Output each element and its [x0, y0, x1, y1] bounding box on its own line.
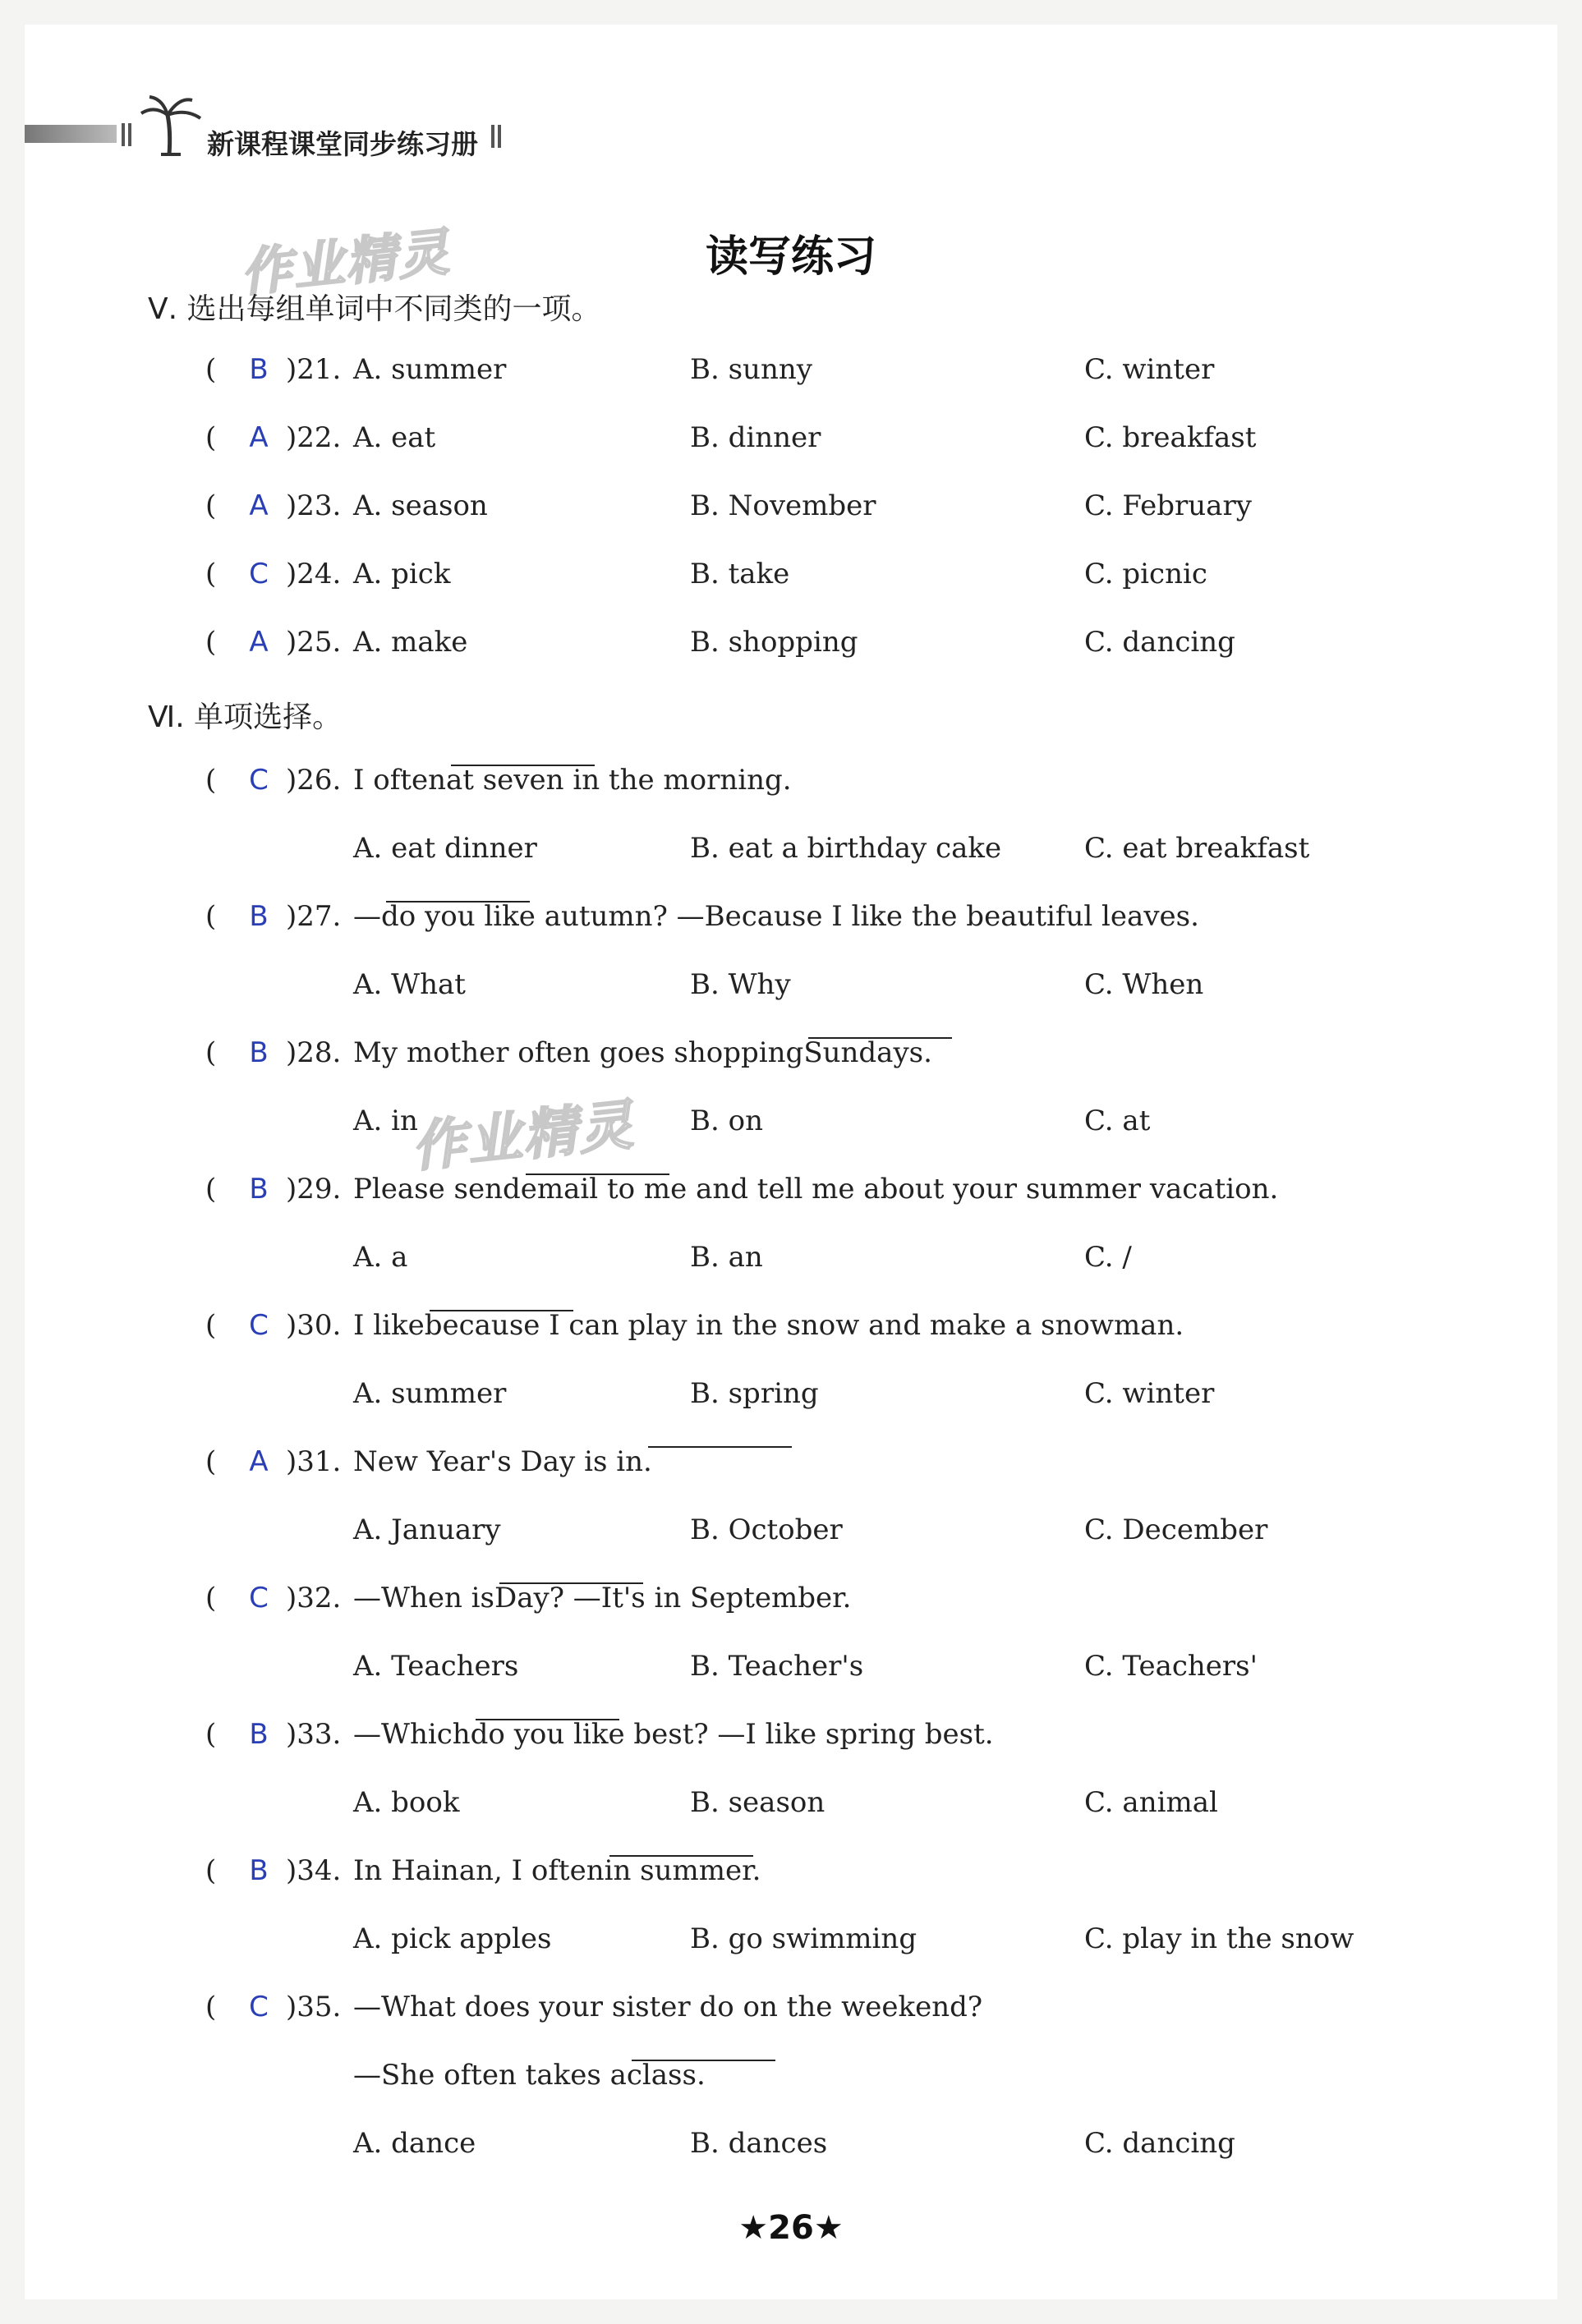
option-c[interactable]: C. at [1084, 1105, 1151, 1137]
answer-blank[interactable] [430, 1309, 573, 1311]
question-stem: —She often takes a [353, 2059, 627, 2092]
open-paren: ( [205, 489, 217, 522]
question-number: )33. [286, 1718, 342, 1751]
answer-mark[interactable]: A [249, 421, 269, 454]
worksheet-page [25, 25, 1557, 2299]
question-stem: Please send [353, 1173, 521, 1206]
answer-mark[interactable]: C [249, 1991, 269, 2023]
question-row [25, 764, 1557, 813]
option-a[interactable]: A. season [353, 489, 488, 522]
question-tail: . [642, 1445, 652, 1478]
answer-mark[interactable]: C [249, 558, 269, 590]
question-number: )21. [286, 353, 342, 386]
open-paren: ( [205, 421, 217, 454]
question-row [25, 1036, 1557, 1086]
answer-mark[interactable]: B [249, 353, 269, 386]
question-number: )22. [286, 421, 342, 454]
option-c[interactable]: C. dancing [1084, 626, 1235, 659]
option-b[interactable]: B. Teacher's [690, 1650, 864, 1683]
option-a[interactable]: A. dance [353, 2127, 476, 2160]
question-row [25, 1582, 1557, 1631]
question-text [353, 1173, 1278, 1206]
option-b[interactable]: B. shopping [690, 626, 858, 659]
answer-mark[interactable]: B [249, 1173, 269, 1206]
option-a[interactable]: A. What [353, 968, 466, 1001]
palm-tree-icon [138, 90, 204, 156]
option-a[interactable]: A. pick [353, 558, 451, 590]
option-a[interactable]: A. summer [353, 353, 507, 386]
option-c[interactable]: C. breakfast [1084, 421, 1257, 454]
options-row [25, 832, 1557, 881]
watermark: 作业精灵 [408, 1092, 637, 1179]
option-c[interactable]: C. winter [1084, 1377, 1215, 1410]
question-stem: My mother often goes shopping [353, 1036, 804, 1069]
question-tail: in summer. [604, 1854, 761, 1887]
question-row [25, 353, 1557, 402]
book-title: 新课程课堂同步练习册 [207, 128, 478, 160]
open-paren: ( [205, 1036, 217, 1069]
header-divider-right [491, 125, 508, 148]
answer-mark[interactable]: C [249, 1309, 269, 1342]
option-a[interactable]: A. summer [353, 1377, 507, 1410]
answer-mark[interactable]: A [249, 1445, 269, 1478]
page-header [25, 90, 600, 160]
option-b[interactable]: B. Why [690, 968, 791, 1001]
question-text [353, 1445, 652, 1478]
answer-blank[interactable] [808, 1036, 952, 1039]
page-title: 读写练习 [705, 232, 876, 282]
question-text [353, 1036, 932, 1069]
question-text [353, 764, 792, 797]
open-paren: ( [205, 353, 217, 386]
question-stem: — [353, 900, 381, 933]
answer-blank[interactable] [526, 1173, 669, 1175]
open-paren: ( [205, 900, 217, 933]
question-number: )26. [286, 764, 342, 797]
question-tail: at seven in the morning. [445, 764, 792, 797]
answer-mark[interactable]: B [249, 1854, 269, 1887]
options-row [25, 1105, 1557, 1154]
open-paren: ( [205, 764, 217, 797]
question-tail: class. [626, 2059, 706, 2092]
answer-blank[interactable] [648, 1445, 792, 1448]
question-tail: do you like best? —I like spring best. [470, 1718, 994, 1751]
question-number: )32. [286, 1582, 342, 1614]
answer-blank[interactable] [632, 2059, 775, 2061]
question-text [353, 1309, 1184, 1342]
option-a[interactable]: A. eat [353, 421, 436, 454]
question-row [25, 421, 1557, 471]
section-heading: Ⅴ. 选出每组单词中不同类的一项。 [148, 292, 601, 326]
question-stem: I often [353, 764, 446, 797]
question-row [25, 1309, 1557, 1358]
question-row [25, 1173, 1557, 1222]
answer-mark[interactable]: B [249, 1036, 269, 1069]
question-text [353, 1991, 982, 2023]
option-c[interactable]: C. / [1084, 1241, 1132, 1274]
options-row [25, 968, 1557, 1017]
question-row [25, 900, 1557, 949]
page-number: ★26★ [738, 2209, 844, 2247]
question-tail: because I can play in the snow and make a snowman. [424, 1309, 1184, 1342]
question-stem: —When is [353, 1582, 494, 1614]
question-tail: email to me and tell me about your summer vacation. [520, 1173, 1279, 1206]
option-b[interactable]: B. dinner [690, 421, 821, 454]
option-c[interactable]: C. winter [1084, 353, 1215, 386]
answer-mark[interactable]: B [249, 900, 269, 933]
option-b[interactable]: B. eat a birthday cake [690, 832, 1002, 865]
question-number: )31. [286, 1445, 342, 1478]
question-number: )29. [286, 1173, 342, 1206]
option-b[interactable]: B. an [690, 1241, 763, 1274]
option-c[interactable]: C. When [1084, 968, 1204, 1001]
watermark: 作业精灵 [237, 221, 453, 304]
answer-blank[interactable] [499, 1582, 643, 1584]
question-stem: I like [353, 1309, 425, 1342]
option-a[interactable]: A. eat dinner [353, 832, 537, 865]
option-a[interactable]: A. make [353, 626, 468, 659]
option-a[interactable]: A. Teachers [353, 1650, 519, 1683]
question-row [25, 626, 1557, 675]
question-text [353, 1718, 994, 1751]
question-row-continued [25, 2059, 1557, 2108]
option-b[interactable]: B. go swimming [690, 1922, 917, 1955]
question-row [25, 1854, 1557, 1904]
question-row [25, 1991, 1557, 2040]
option-a[interactable]: A. a [353, 1241, 408, 1274]
question-tail: Sundays. [803, 1036, 932, 1069]
answer-mark[interactable]: A [249, 626, 269, 659]
question-number: )23. [286, 489, 342, 522]
options-row [25, 1786, 1557, 1835]
open-paren: ( [205, 1173, 217, 1206]
question-row [25, 558, 1557, 607]
option-c[interactable]: C. eat breakfast [1084, 832, 1310, 865]
option-a[interactable]: A. January [353, 1513, 501, 1546]
question-number: )35. [286, 1991, 342, 2023]
header-divider-left [122, 123, 138, 146]
answer-mark[interactable]: C [249, 764, 269, 797]
option-a[interactable]: A. in [353, 1105, 418, 1137]
option-b[interactable]: B. November [690, 489, 876, 522]
answer-blank[interactable] [451, 764, 595, 766]
option-b[interactable]: B. season [690, 1786, 825, 1819]
option-c[interactable]: C. play in the snow [1084, 1922, 1354, 1955]
option-b[interactable]: B. spring [690, 1377, 819, 1410]
option-b[interactable]: B. on [690, 1105, 763, 1137]
answer-blank[interactable] [386, 900, 530, 903]
open-paren: ( [205, 558, 217, 590]
option-c[interactable]: C. dancing [1084, 2127, 1235, 2160]
question-number: )34. [286, 1854, 342, 1887]
question-text [353, 1854, 761, 1887]
question-number: )27. [286, 900, 342, 933]
option-a[interactable]: A. pick apples [353, 1922, 552, 1955]
open-paren: ( [205, 1718, 217, 1751]
answer-mark[interactable]: A [249, 489, 269, 522]
header-gradient-bar [25, 125, 117, 143]
options-row [25, 1513, 1557, 1563]
option-c[interactable]: C. picnic [1084, 558, 1207, 590]
answer-mark[interactable]: B [249, 1718, 269, 1751]
options-row [25, 2127, 1557, 2176]
options-row [25, 1241, 1557, 1290]
option-c[interactable]: C. February [1084, 489, 1252, 522]
question-tail: do you like autumn? —Because I like the beautiful leaves. [381, 900, 1199, 933]
open-paren: ( [205, 1991, 217, 2023]
question-stem: New Year's Day is in [353, 1445, 643, 1478]
option-a[interactable]: A. book [353, 1786, 460, 1819]
open-paren: ( [205, 1582, 217, 1614]
option-c[interactable]: C. December [1084, 1513, 1268, 1546]
open-paren: ( [205, 1445, 217, 1478]
question-text [353, 1582, 851, 1614]
question-number: )24. [286, 558, 342, 590]
question-text [353, 2059, 706, 2092]
options-row [25, 1650, 1557, 1699]
option-c[interactable]: C. Teachers' [1084, 1650, 1258, 1683]
answer-mark[interactable]: C [249, 1582, 269, 1614]
options-row [25, 1377, 1557, 1426]
question-tail: Day? —It's in September. [494, 1582, 852, 1614]
option-c[interactable]: C. animal [1084, 1786, 1218, 1819]
option-b[interactable]: B. October [690, 1513, 843, 1546]
question-text [353, 900, 1199, 933]
question-row [25, 489, 1557, 539]
question-number: )30. [286, 1309, 342, 1342]
question-row [25, 1445, 1557, 1495]
question-stem: —What does your sister do on the weekend? [353, 1991, 983, 2023]
question-number: )25. [286, 626, 342, 659]
section-heading: Ⅵ. 单项选择。 [148, 700, 343, 734]
question-stem: —Which [353, 1718, 471, 1751]
answer-blank[interactable] [609, 1854, 753, 1857]
options-row [25, 1922, 1557, 1972]
question-stem: In Hainan, I often [353, 1854, 605, 1887]
question-number: )28. [286, 1036, 342, 1069]
question-row [25, 1718, 1557, 1767]
option-b[interactable]: B. dances [690, 2127, 828, 2160]
option-b[interactable]: B. take [690, 558, 790, 590]
open-paren: ( [205, 1854, 217, 1887]
open-paren: ( [205, 1309, 217, 1342]
option-b[interactable]: B. sunny [690, 353, 812, 386]
open-paren: ( [205, 626, 217, 659]
answer-blank[interactable] [476, 1718, 619, 1720]
